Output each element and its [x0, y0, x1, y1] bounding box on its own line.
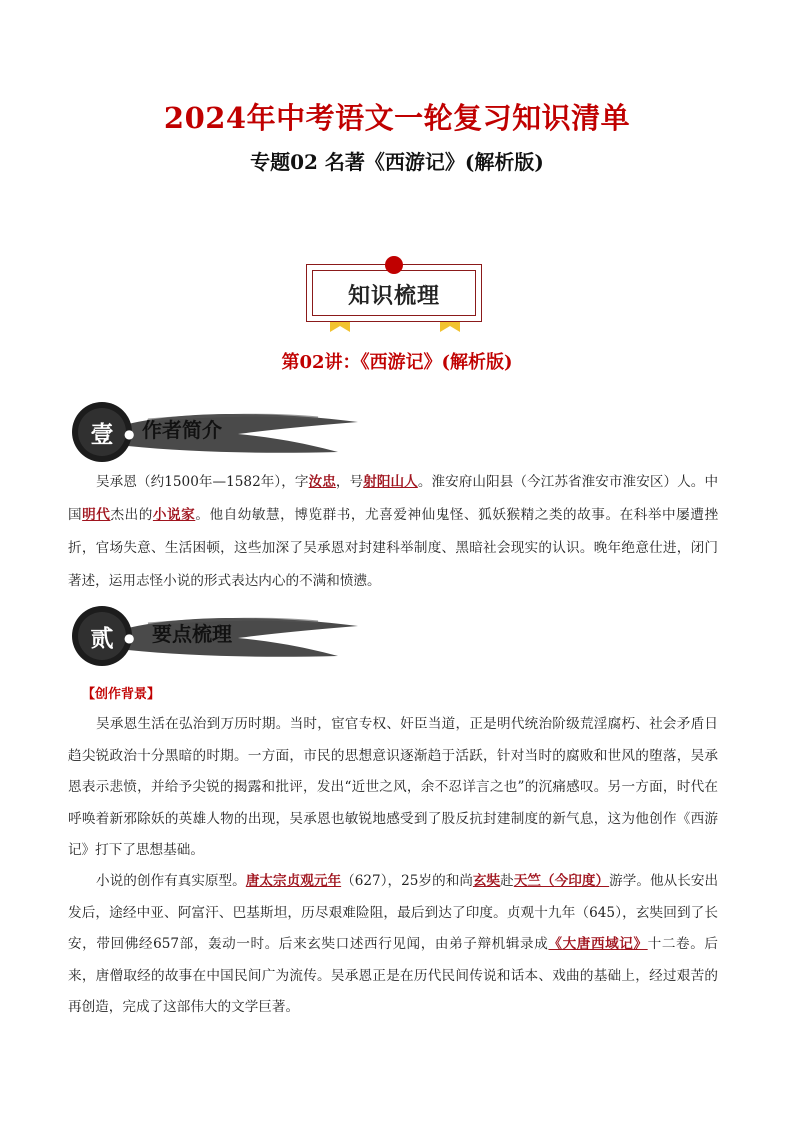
dot-icon: ● — [124, 631, 135, 645]
highlight-novelist: 小说家 — [152, 507, 196, 523]
text-run: 杰出的 — [110, 507, 153, 523]
background-paragraph: 吴承恩生活在弘治到万历时期。当时，宦官专权、奸臣当道，正是明代统治阶级荒淫腐朽、社会矛盾日趋尖锐政治十分黑暗的时期。一方面，市民的思想意识逐渐趋于活跃，针对当时的腐败和世风的堕落，吴承恩表示悲愤，并给予尖锐的揭露和批评，发出“近世之风，余不忍详言之也”的沉痛感叹。另一方面，时代在呼唤着新邪除妖的英雄人物的出现，吴承恩也敏锐地感受到了股反抗封建制度的新气息，这为他创作《西游记》打下了思想基础。 — [68, 716, 718, 858]
highlight-art-name: 射阳山人 — [363, 474, 418, 490]
section-heading-author — [68, 400, 368, 466]
text-run: 吴承恩（约1500年—1582年），字 — [96, 474, 309, 490]
highlight-book: 《大唐西域记》 — [548, 936, 648, 952]
text-run: 。淮安府山阳县（今江苏省淮安市淮安区）人。中国 — [68, 474, 719, 523]
highlight-monk: 玄奘 — [472, 873, 501, 889]
document-subtitle: 专题02 名著《西游记》(解析版) — [250, 150, 544, 174]
highlight-era: 唐太宗贞观元年 — [245, 873, 342, 889]
text-run: 赴 — [500, 873, 514, 889]
background-label: 【创作背景】 — [82, 687, 161, 702]
text-run: 小说的创作有真实原型。 — [96, 873, 246, 889]
section-number: 壹 — [90, 421, 114, 448]
dot-icon: ● — [124, 427, 135, 441]
lecture-title: 第02讲：《西游记》(解析版) — [281, 352, 513, 373]
prototype-paragraph — [68, 866, 718, 1024]
section-number: 贰 — [90, 625, 114, 652]
text-run: 。他自幼敏慧，博览群书，尤喜爱神仙鬼怪、狐妖猴精之类的故事。在科举中屡遭挫折，官场失意、生活困顿，这些加深了吴承恩对封建科举制度、黑暗社会现实的认识。晚年绝意仕进，闭门著述，运用志怪小说的形式表达内心的不满和愤懑。 — [68, 507, 719, 589]
highlight-destination: 天竺（今印度） — [513, 873, 610, 889]
author-paragraph — [68, 466, 718, 598]
text-run: 十二卷。后来，唐僧取经的故事在中国民间广为流传。吴承恩正是在历代民间传说和话本、戏曲的基础上，经过艰苦的再创造，完成了这部伟大的文学巨著。 — [68, 936, 718, 1015]
document-title: 2024年中考语文一轮复习知识清单 — [163, 101, 631, 135]
red-dot-icon — [385, 256, 403, 274]
highlight-dynasty: 明代 — [82, 507, 111, 523]
banner-label: 知识梳理 — [347, 284, 440, 309]
text-run: ，号 — [335, 474, 364, 490]
highlight-courtesy-name: 汝忠 — [308, 474, 336, 490]
section-title: 要点梳理 — [152, 622, 232, 646]
section-title: 作者简介 — [142, 418, 222, 442]
section-heading-keypoints — [68, 604, 368, 670]
knowledge-banner — [306, 256, 484, 336]
text-run: 游学。他从长安出发后，途经中亚、阿富汗、巴基斯坦，历尽艰难险阻，最后到达了印度。贞观十九年（645），玄奘回到了长安，带回佛经657部，轰动一时。后来玄奘口述西行见闻，由弟子辩机辑录成 — [68, 873, 719, 952]
text-run: （627），25岁的和尚 — [341, 873, 473, 889]
